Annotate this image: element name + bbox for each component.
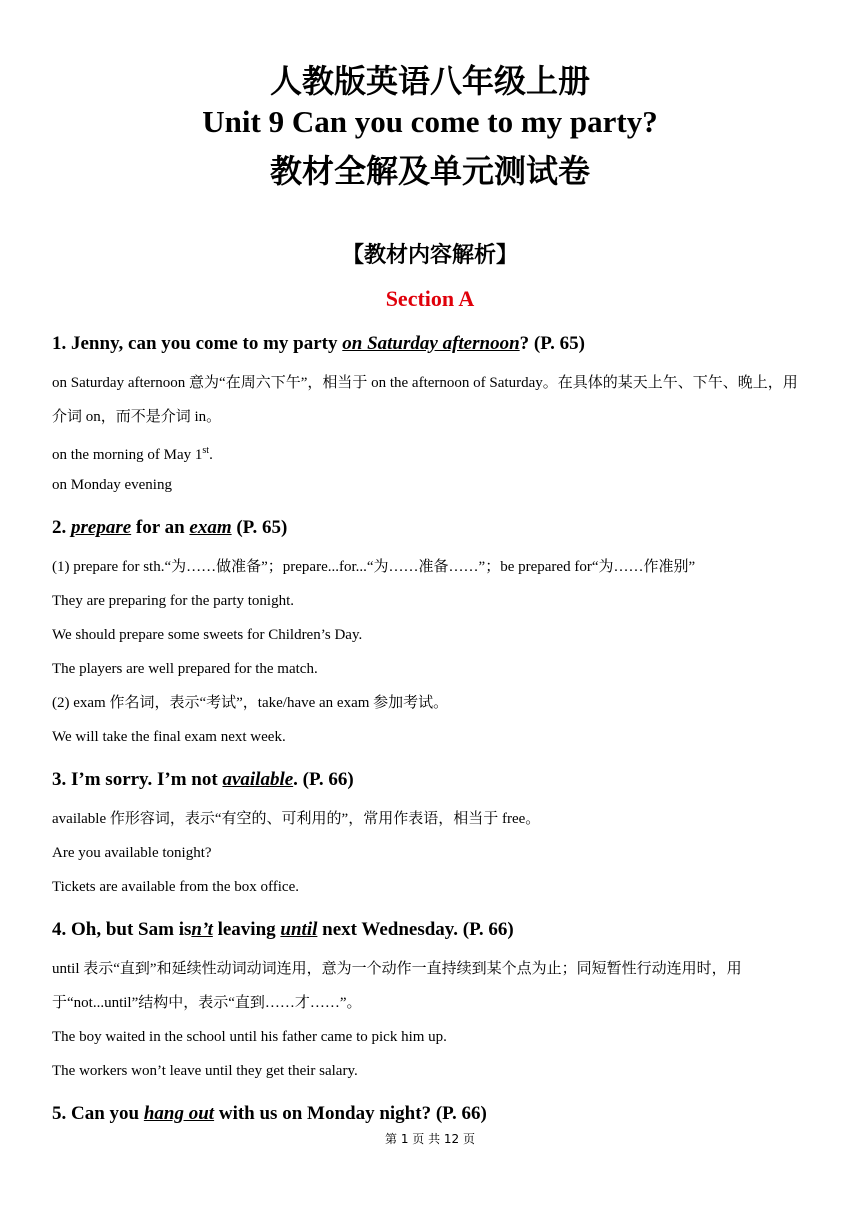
document-title-line3: 教材全解及单元测试卷 xyxy=(269,152,590,190)
document-title-line2: Unit 9 Can you come to my party? xyxy=(202,104,658,139)
item-2-line-6: We will take the final exam next week. xyxy=(52,729,286,745)
item-3-line-2: Are you available tonight? xyxy=(52,845,212,861)
item-4-heading-text: 4. Oh, but Sam is xyxy=(52,919,192,940)
item-2-line-2: They are preparing for the party tonight. xyxy=(52,593,294,609)
page-footer: 第 1 页 共 12 页 xyxy=(385,1132,475,1146)
item-4-line-2: The boy waited in the school until his father came to pick him up. xyxy=(52,1029,447,1045)
item-3-heading xyxy=(52,768,812,792)
item-4-keyword-1: n’t xyxy=(191,919,213,940)
item-1-example-1 xyxy=(52,434,812,468)
item-4-explanation: until 表示“直到”和延续性动词动词连用，意为一个动作一直持续到某个点为止；同短暂性行动连用时，用于“not...until”结构中，表示“直到……才……”。 xyxy=(52,961,742,1011)
item-3-line-1: available 作形容词，表示“有空的、可利用的”，常用作表语，相当于 free。 xyxy=(52,811,541,827)
document-title-line1: 人教版英语八年级上册 xyxy=(269,62,590,100)
item-1-heading-text: 1. Jenny, can you come to my party xyxy=(52,333,343,354)
item-4-line-3: The workers won’t leave until they get their salary. xyxy=(52,1063,358,1079)
analysis-heading: 【教材内容解析】 xyxy=(341,243,518,268)
item-3-heading-page: . (P. 66) xyxy=(293,769,354,790)
item-2-heading-mid: for an xyxy=(131,517,190,538)
item-1-heading xyxy=(52,332,812,356)
item-1-explanation: on Saturday afternoon 意为“在周六下午”，相当于 on the afternoon of Saturday。在具体的某天上午、下午、晚上，用介词 on，而不是介词 in。 xyxy=(52,375,798,425)
item-3-line-3: Tickets are available from the box office. xyxy=(52,879,300,895)
item-2-line-4: The players are well prepared for the match. xyxy=(52,661,318,677)
item-2-heading-num: 2. xyxy=(52,517,71,538)
item-1-example-1-sup: st xyxy=(202,445,210,456)
item-4-keyword-2: until xyxy=(280,919,318,940)
item-3-heading-text: 3. I’m sorry. I’m not xyxy=(52,769,223,790)
item-2-keyword-2: exam xyxy=(189,517,232,538)
section-heading: Section A xyxy=(385,286,475,311)
item-2-line-1: (1) prepare for sth.“为……做准备”；prepare...for...“为……准备……”；be prepared for“为……作准别” xyxy=(52,559,696,575)
item-5-heading-page: with us on Monday night? (P. 66) xyxy=(214,1103,487,1124)
item-2-heading-page: (P. 65) xyxy=(231,517,288,538)
item-1-heading-page: ? (P. 65) xyxy=(519,333,585,354)
item-2-line-3: We should prepare some sweets for Children’s Day. xyxy=(52,627,363,643)
item-5-heading xyxy=(52,1102,812,1126)
item-1-example-1-end: . xyxy=(209,447,213,463)
item-2-heading xyxy=(52,516,812,540)
item-5-heading-text: 5. Can you xyxy=(52,1103,144,1124)
item-1-keyword: on Saturday afternoon xyxy=(342,333,520,354)
item-2-keyword-1: prepare xyxy=(71,517,132,538)
item-2-line-5: (2) exam 作名词，表示“考试”，take/have an exam 参加考试。 xyxy=(52,695,449,711)
item-4-heading-page: next Wednesday. (P. 66) xyxy=(317,919,514,940)
item-4-heading-mid: leaving xyxy=(212,919,281,940)
item-5-keyword: hang out xyxy=(143,1103,215,1124)
item-4-heading xyxy=(52,918,812,942)
content-body xyxy=(52,332,812,1126)
item-1-example-2: on Monday evening xyxy=(52,477,172,493)
item-3-keyword: available xyxy=(222,769,294,790)
item-1-example-1-text: on the morning of May 1 xyxy=(52,447,203,463)
